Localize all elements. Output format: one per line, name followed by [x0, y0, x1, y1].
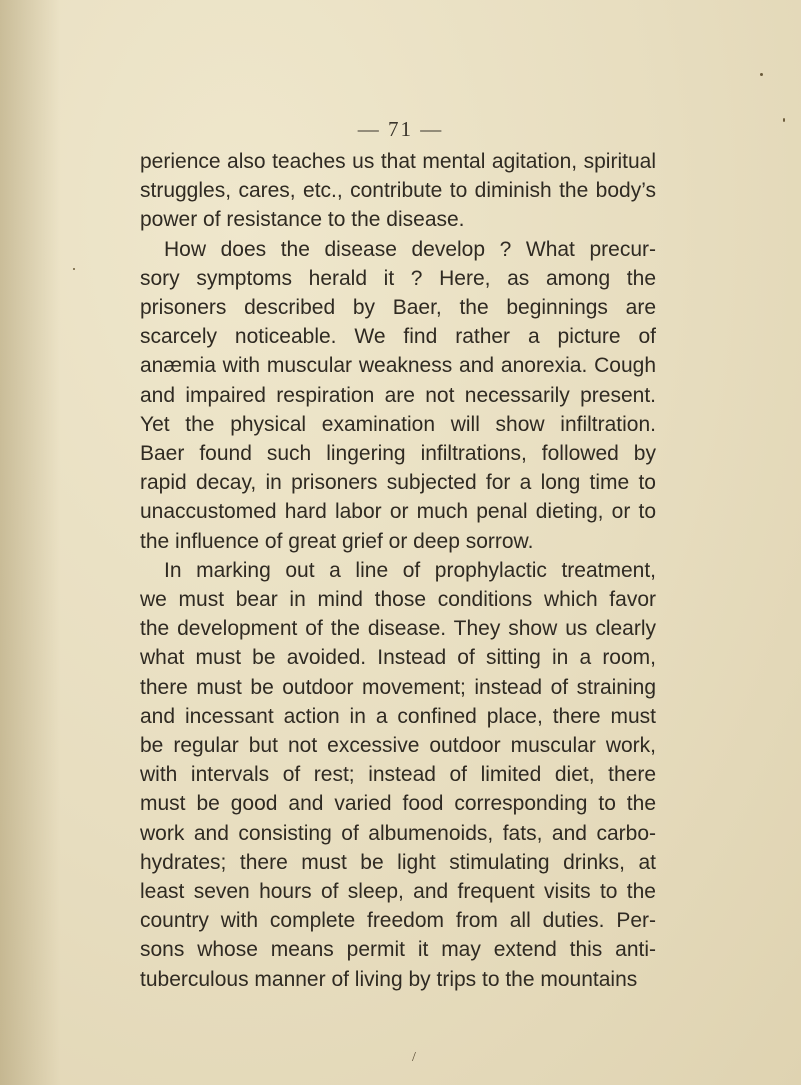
text-line: country with complete freedom from all duties. Per- [140, 909, 656, 933]
text-line: hydrates; there must be light stimulating drinks, at [140, 850, 656, 874]
text-line: be regular but not excessive outdoor muscular work, [140, 734, 656, 758]
text-line: scarcely noticeable. We find rather a picture of [140, 325, 656, 349]
text-line: least seven hours of sleep, and frequent visits to the [140, 880, 656, 904]
paragraph-3 [140, 556, 656, 994]
text-line: there must be outdoor movement; instead of straining [140, 675, 656, 699]
text-line: Yet the physical examination will show infiltration. [140, 412, 656, 436]
text-line: power of resistance to the disease. [140, 208, 465, 232]
text-line: prisoners described by Baer, the beginnings are [140, 296, 656, 320]
binding-shadow [0, 0, 60, 1085]
text-line: Baer found such lingering infiltrations, followed by [140, 442, 656, 466]
paper-speck [73, 268, 75, 270]
text-line: the influence of great grief or deep sorrow. [140, 529, 534, 553]
text-line: rapid decay, in prisoners subjected for a long time to [140, 471, 656, 495]
page-number: — 71 — [357, 117, 444, 141]
text-line: struggles, cares, etc., contribute to diminish the body’s [140, 179, 656, 203]
paragraph-2 [140, 235, 656, 556]
paragraph-1 [140, 147, 656, 235]
text-line: must be good and varied food corresponding to the [140, 792, 656, 816]
paper-speck [760, 73, 763, 76]
text-line: the development of the disease. They show us clearly [140, 617, 656, 641]
text-line: anæmia with muscular weakness and anorexia. Cough [140, 354, 656, 378]
text-line: and impaired respiration are not necessarily present. [140, 383, 656, 407]
text-line: In marking out a line of prophylactic treatment, [164, 558, 656, 582]
text-line: tuberculous manner of living by trips to the mountains [140, 967, 638, 991]
text-line: sons whose means permit it may extend this anti- [140, 938, 656, 962]
text-line: what must be avoided. Instead of sitting in a room, [140, 646, 656, 670]
footer-mark: / [412, 1050, 416, 1065]
text-line: sory symptoms herald it ? Here, as among the [140, 266, 656, 290]
text-line: unaccustomed hard labor or much penal dieting, or to [140, 500, 656, 524]
text-line: and incessant action in a confined place, there must [140, 704, 656, 728]
text-line: How does the disease develop ? What precur- [164, 237, 656, 261]
body-text [140, 147, 656, 994]
text-line: perience also teaches us that mental agitation, spiritual [140, 150, 656, 173]
text-line: with intervals of rest; instead of limited diet, there [140, 763, 656, 787]
text-line: we must bear in mind those conditions which favor [140, 588, 656, 612]
text-line: work and consisting of albumenoids, fats, and carbo- [140, 821, 656, 845]
